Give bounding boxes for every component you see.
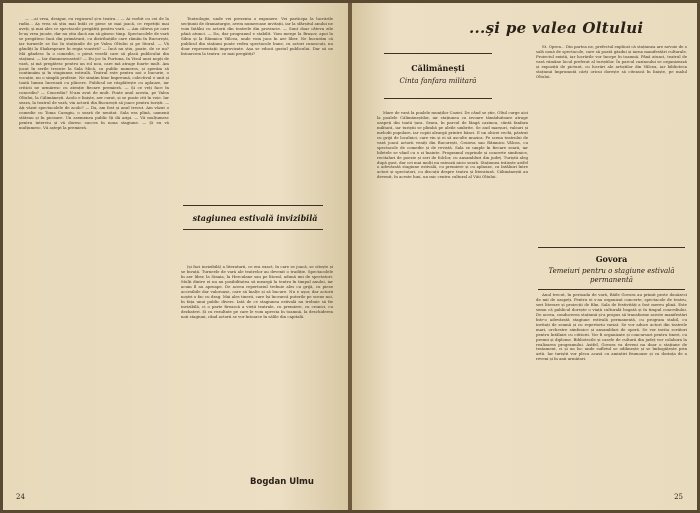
left-page xyxy=(3,3,348,510)
govora-subtitle: Temeiuri pentru o stagiune estivală permanentă xyxy=(548,267,675,284)
calimanesti-title: Călimănești xyxy=(411,63,465,73)
page-number-right: 25 xyxy=(674,493,683,501)
section-rule-top xyxy=(183,205,323,206)
left-column-2-top-text: Teatrologie, unde vei prezenta o expunere. Vei participa la lucrările secțiunii de dramaturgie, avem numeroase invitații, iar la sfârșitul anului ne vom întâlni cu actorii din teatrele din provincie. — Sunt doar câteva zile până atunci. — Da, dar programul e stabilit. Vom merge la Brașov, apoi la Sibiu și la Râmnicu Vâlcea, unde vom juca în aer liber. Ne bucurăm că publicul din stațiuni poate vedea spectacole bune, cu actori cunoscuți, nu doar reprezentații improvizate. Așa se educă gustul publicului. Dar să ne întoarcem la teatru: ce mai pregătiți? xyxy=(181,17,333,56)
author-byline: Bogdan Ulmu xyxy=(250,477,314,487)
left-column-2-bottom-text: (și faci invizibilă) a literaturii, ce era exact, în care se joacă, se citește și se învață. Turneele de vară ale teatrelor au devenit o tradiție. Spectacolele în aer liber, la Sinaia, la Herculane sau pe litoral, adună mii de spectatori. Mulți dintre ei nu au posibilitatea să meargă la teatru în timpul anului, iar acum îl au aproape. De aceea repertoriul trebuie ales cu grijă, cu piese accesibile dar valoroase, care să înalțe și să bucure. Nu e ușor, dar actorii noștri o fac cu drag. Mai ales tinerii, care își încearcă puterile pe scene noi, în fața unui public divers. Iată de ce stagiunea estivală nu trebuie să fie invizibilă, ci o parte firească a vieții teatrale, cu premiere, cu cronici, cu dezbateri. Și cu rezultate pe care le vom aprecia în toamnă, la deschiderea noii stagiuni, când actorii se vor întoarce în sălile din capitală. xyxy=(181,265,333,319)
right-page xyxy=(352,3,697,510)
article-headline: ...și pe valea Oltului xyxy=(469,19,644,37)
left-column-1-text: — ...ai vrea, desigur, eu regizorul și-n teatru... — Ai vorbit cu cei de la radio... Aș vrea să știu mai întâi ce piese se mai joacă, ce repetiții mai aveți, și mai ales ce spectacole pregătiți pentru vară. — Am câteva pe care le-aș vrea jucate, dar nu știu dacă am să găsesc timp. Spectacolele de vară se pregătesc încă din primăvară, cu distribuțiile care rămân în București, iar turneele se fac în stațiunile de pe Valea Oltului și pe litoral. — Vă gândiți la Shakespeare în regia voastră? — Încă nu știu, poate, de ce nu? Mă gândesc la o comedie, o piesă veselă care să placă publicului din stațiuni. — Iar dumneavoastră? — Eu joc în Furtuna, în Visul unei nopți de vară, și mă pregătesc pentru un rol nou, care mă atrage foarte mult. Am jucat în serile trecute la Sala Mică, cu public numeros, și sperăm să continuăm și în stagiunea estivală. Teatrul este pentru noi o bucurie, o vocație, nu o simplă profesie. Ne simțim bine împreună, colectivul e unit și toată lumea lucrează cu plăcere. Publicul ne răsplătește cu aplauze, iar criticii ne urmăresc cu atenție fiecare premieră. — Și ce veți face în concediu? — Concediu? N-am avut de mult. Poate anul acesta, pe Valea Oltului, la Călimănești. Acolo e liniște, aer curat, și se poate citi în voie. Iar seara, la teatrul de vară, vin actorii din București să joace pentru turiști. — Ați văzut spectacolele de acolo? — Da, am fost și anul trecut. Am văzut o comedie cu Toma Caragiu, o seară de neuitat. Sala era plină, oamenii stăteau și în picioare. Un asemenea public îți dă aripi. — Vă mulțumesc pentru interviu și vă doresc succes în noua stagiune. — Și eu vă mulțumesc. Vă aștept la premieră. xyxy=(19,17,169,130)
calimanesti-header-box xyxy=(384,53,492,99)
left-column-2-bottom xyxy=(181,265,333,470)
right-column-2-top xyxy=(536,45,687,241)
right-column-2-top-text: St. Oprea... Din partea ne, prefectul explicat că stațiunea are nevoie de o sală nouă de spectacole, care să poată găzdui și iarna manifestări culturale. Proiectul există, iar lucrările vor începe în toamnă. Până atunci, teatrul de vară rămâne locul preferat al turiștilor. În parcul cazinoului se organizează și expoziții de pictură, cu lucrări ale artiștilor din Vâlcea, iar biblioteca stațiunii împrumută cărți oricui dorește să citească în liniște, pe malul Oltului. xyxy=(536,45,687,79)
page-number-left: 24 xyxy=(16,493,25,501)
right-column-1-text: Mare de vară la poalele munților Coziei. De când se știe, Oltul curge aici la poalele Călimăneștilor, iar stațiunea cu izvoare tămăduitoare atrage oaspeți din toată țara. Seara, în parcul de lângă cazinou, cântă fanfara militară, iar turiștii se plimbă pe aleile umbrite. Se aud marșuri, valsuri și melodii populare, iar copiii aleargă printre bănci. E un obicei vechi, păstrat cu grijă de localnici, care vin și ei să asculte muzica. Pe scena teatrului de vară joacă actorii veniți din București, Craiova sau Râmnicu Vâlcea, cu spectacole de comedie și de revistă. Sala se umple în fiecare seară, iar biletele se vând cu o zi înainte. Programul cuprinde și concerte simfonice, recitaluri de poezie și seri de folclor, cu ansambluri din județ. Turiștii aleg după gust, dar cei mai mulți nu ratează nicio seară. Stațiunea trăiește astfel o adevărată stagiune estivală, cu premiere și cu aplauze, cu întâlniri între actori și spectatori, cu discuții despre teatru și literatură. Călimăneștii au devenit, în aceste luni, un mic centru cultural al Văii Oltului. xyxy=(377,111,528,180)
right-column-1 xyxy=(377,111,528,495)
left-column-1 xyxy=(19,17,169,498)
govora-title: Govora xyxy=(595,254,628,264)
section-title-stagiunea: stagiunea estivală invizibilă xyxy=(192,213,318,223)
right-column-2-bottom xyxy=(536,293,687,493)
govora-rule-top xyxy=(538,247,685,248)
left-column-2-top xyxy=(181,17,333,181)
section-rule-bottom xyxy=(183,229,323,230)
calimanesti-subtitle: Cinta fanfara militară xyxy=(399,77,477,85)
govora-rule-bottom xyxy=(538,289,685,290)
magazine-spread xyxy=(3,3,697,510)
right-column-2-bottom-text: Anul trecut, în perioada de vară, Băile Govora au primit peste douăzeci de mii de oaspeți. Pentru ei s-au organizat concerte, spectacole de teatru, seri literare și proiecții de film. Sala de festivități a fost mereu plină. Este semn că publicul dorește o viață culturală bogată și în timpul concediului. De aceea, conducerea stațiunii și-a propus să transforme aceste manifestări într-o adevărată stagiune estivală permanentă, cu program stabil, cu invitați de seamă și cu repertoriu variat. Se vor aduce actori din teatrele mari, orchestre simfonice și ansambluri de operă. Se vor invita scriitori pentru întâlniri cu cititorii. Vor fi organizate și concursuri pentru tineri, cu premii și diplome. Bibliotecile și casele de cultură din județ vor colabora la realizarea programului. Astfel, Govora va deveni nu doar o stațiune de tratament, ci și un loc unde sufletul se odihnește și se îmbogățește prin artă. Iar turiștii vor pleca acasă cu amintiri frumoase și cu dorința de a reveni și în anii următori. xyxy=(536,293,687,362)
